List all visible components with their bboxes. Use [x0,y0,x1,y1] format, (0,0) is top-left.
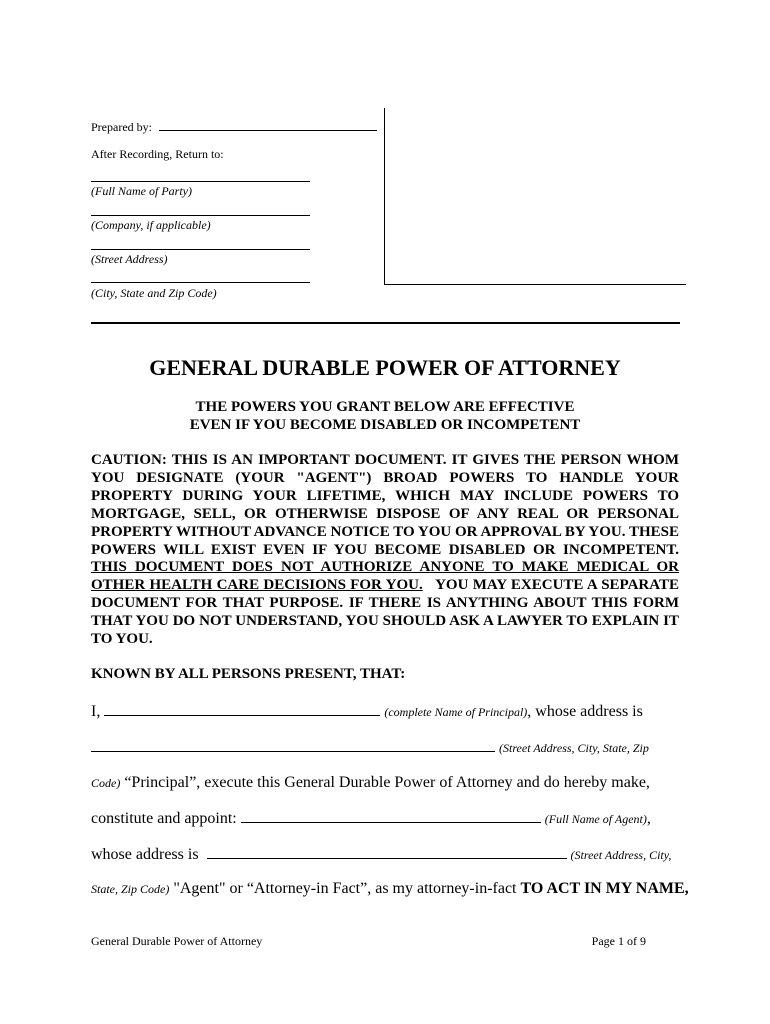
principal-suffix: , whose address is [527,703,643,720]
principal-prefix: I, [91,703,101,720]
principal-address-hint: (Street Address, City, State, Zip [499,741,649,755]
agent-address-prefix: whose address is [91,846,199,863]
agent-address-row [91,845,671,864]
principal-name-hint: (complete Name of Principal) [384,705,528,719]
street-line[interactable] [91,249,310,250]
principal-name-field[interactable] [104,702,380,716]
agent-designation-row [91,880,689,898]
agent-name-field[interactable] [241,809,541,823]
agent-name-row [91,809,651,828]
act-in-name-text: TO ACT IN MY NAME, [520,880,689,897]
full-name-line[interactable] [91,181,310,182]
principal-execute-row [91,774,650,792]
agent-name-hint: (Full Name of Agent) [544,812,647,826]
prepared-by-field[interactable] [159,117,377,131]
caution-paragraph [91,452,679,649]
document-title: GENERAL DURABLE POWER OF ATTORNEY [149,355,621,380]
city-line[interactable] [91,282,310,283]
page-number: Page 1 of 9 [591,934,646,948]
agent-address-hint: (Street Address, City, [570,848,672,862]
city-hint: (City, State and Zip Code) [91,286,217,300]
principal-execute-text: “Principal”, execute this General Durable Power of Attorney and do hereby make, [124,774,650,791]
agent-name-suffix: , [646,810,651,827]
caution-underlined: THIS DOCUMENT DOES NOT AUTHORIZE ANYONE TO MAKE MEDICAL OR OTHER HEALTH CARE DECISIONS FOR YOU. [91,559,679,594]
subtitle-line-2: EVEN IF YOU BECOME DISABLED OR INCOMPETENT [189,417,581,433]
caution-text-1: CAUTION: THIS IS AN IMPORTANT DOCUMENT. IT GIVES THE PERSON WHOM YOU DESIGNATE (YOUR "AGENT") BROAD POWERS TO HANDLE YOUR PROPERTY DURING YOUR LIFETIME, WHICH MAY INCLUDE POWERS TO MORTGAGE, SELL, OR OTHERWISE DISPOSE OF ANY REAL OR PERSONAL PROPERTY WITHOUT ADVANCE NOTICE TO YOU OR APPROVAL BY YOU. THESE POWERS WILL EXIST EVEN IF YOU BECOME DISABLED OR INCOMPETENT. [91,452,679,558]
footer-title: General Durable Power of Attorney [91,934,263,948]
recording-box-bottom-rule [384,284,686,285]
full-name-hint: (Full Name of Party) [91,184,192,198]
header-separator [91,322,680,324]
prepared-by-label: Prepared by: [91,120,152,134]
prepared-by-row [91,117,377,135]
known-heading: KNOWN BY ALL PERSONS PRESENT, THAT: [91,666,406,682]
principal-address-field[interactable] [91,738,495,752]
principal-name-row [91,702,643,721]
street-hint: (Street Address) [91,252,168,266]
recording-box-vertical-rule [384,108,385,284]
agent-address-hint-cont: State, Zip Code) [91,882,170,896]
caution-text-2: YOU MAY EXECUTE A SEPARATE DOCUMENT FOR THAT PURPOSE. IF THERE IS ANYTHING ABOUT THIS FORM THAT YOU DO NOT UNDERSTAND, YOU SHOULD ASK A LAWYER TO EXPLAIN IT TO YOU. [91,577,679,648]
company-hint: (Company, if applicable) [91,218,211,232]
subtitle-line-1: THE POWERS YOU GRANT BELOW ARE EFFECTIVE [195,399,575,415]
after-recording-label: After Recording, Return to: [91,147,224,161]
principal-address-hint-cont: Code) [91,776,121,790]
appoint-prefix: constitute and appoint: [91,810,237,827]
company-line[interactable] [91,215,310,216]
agent-address-field[interactable] [207,845,567,859]
principal-address-row [91,738,649,757]
agent-designation-text: "Agent" or “Attorney-in Fact”, as my attorney-in-fact [173,880,517,897]
